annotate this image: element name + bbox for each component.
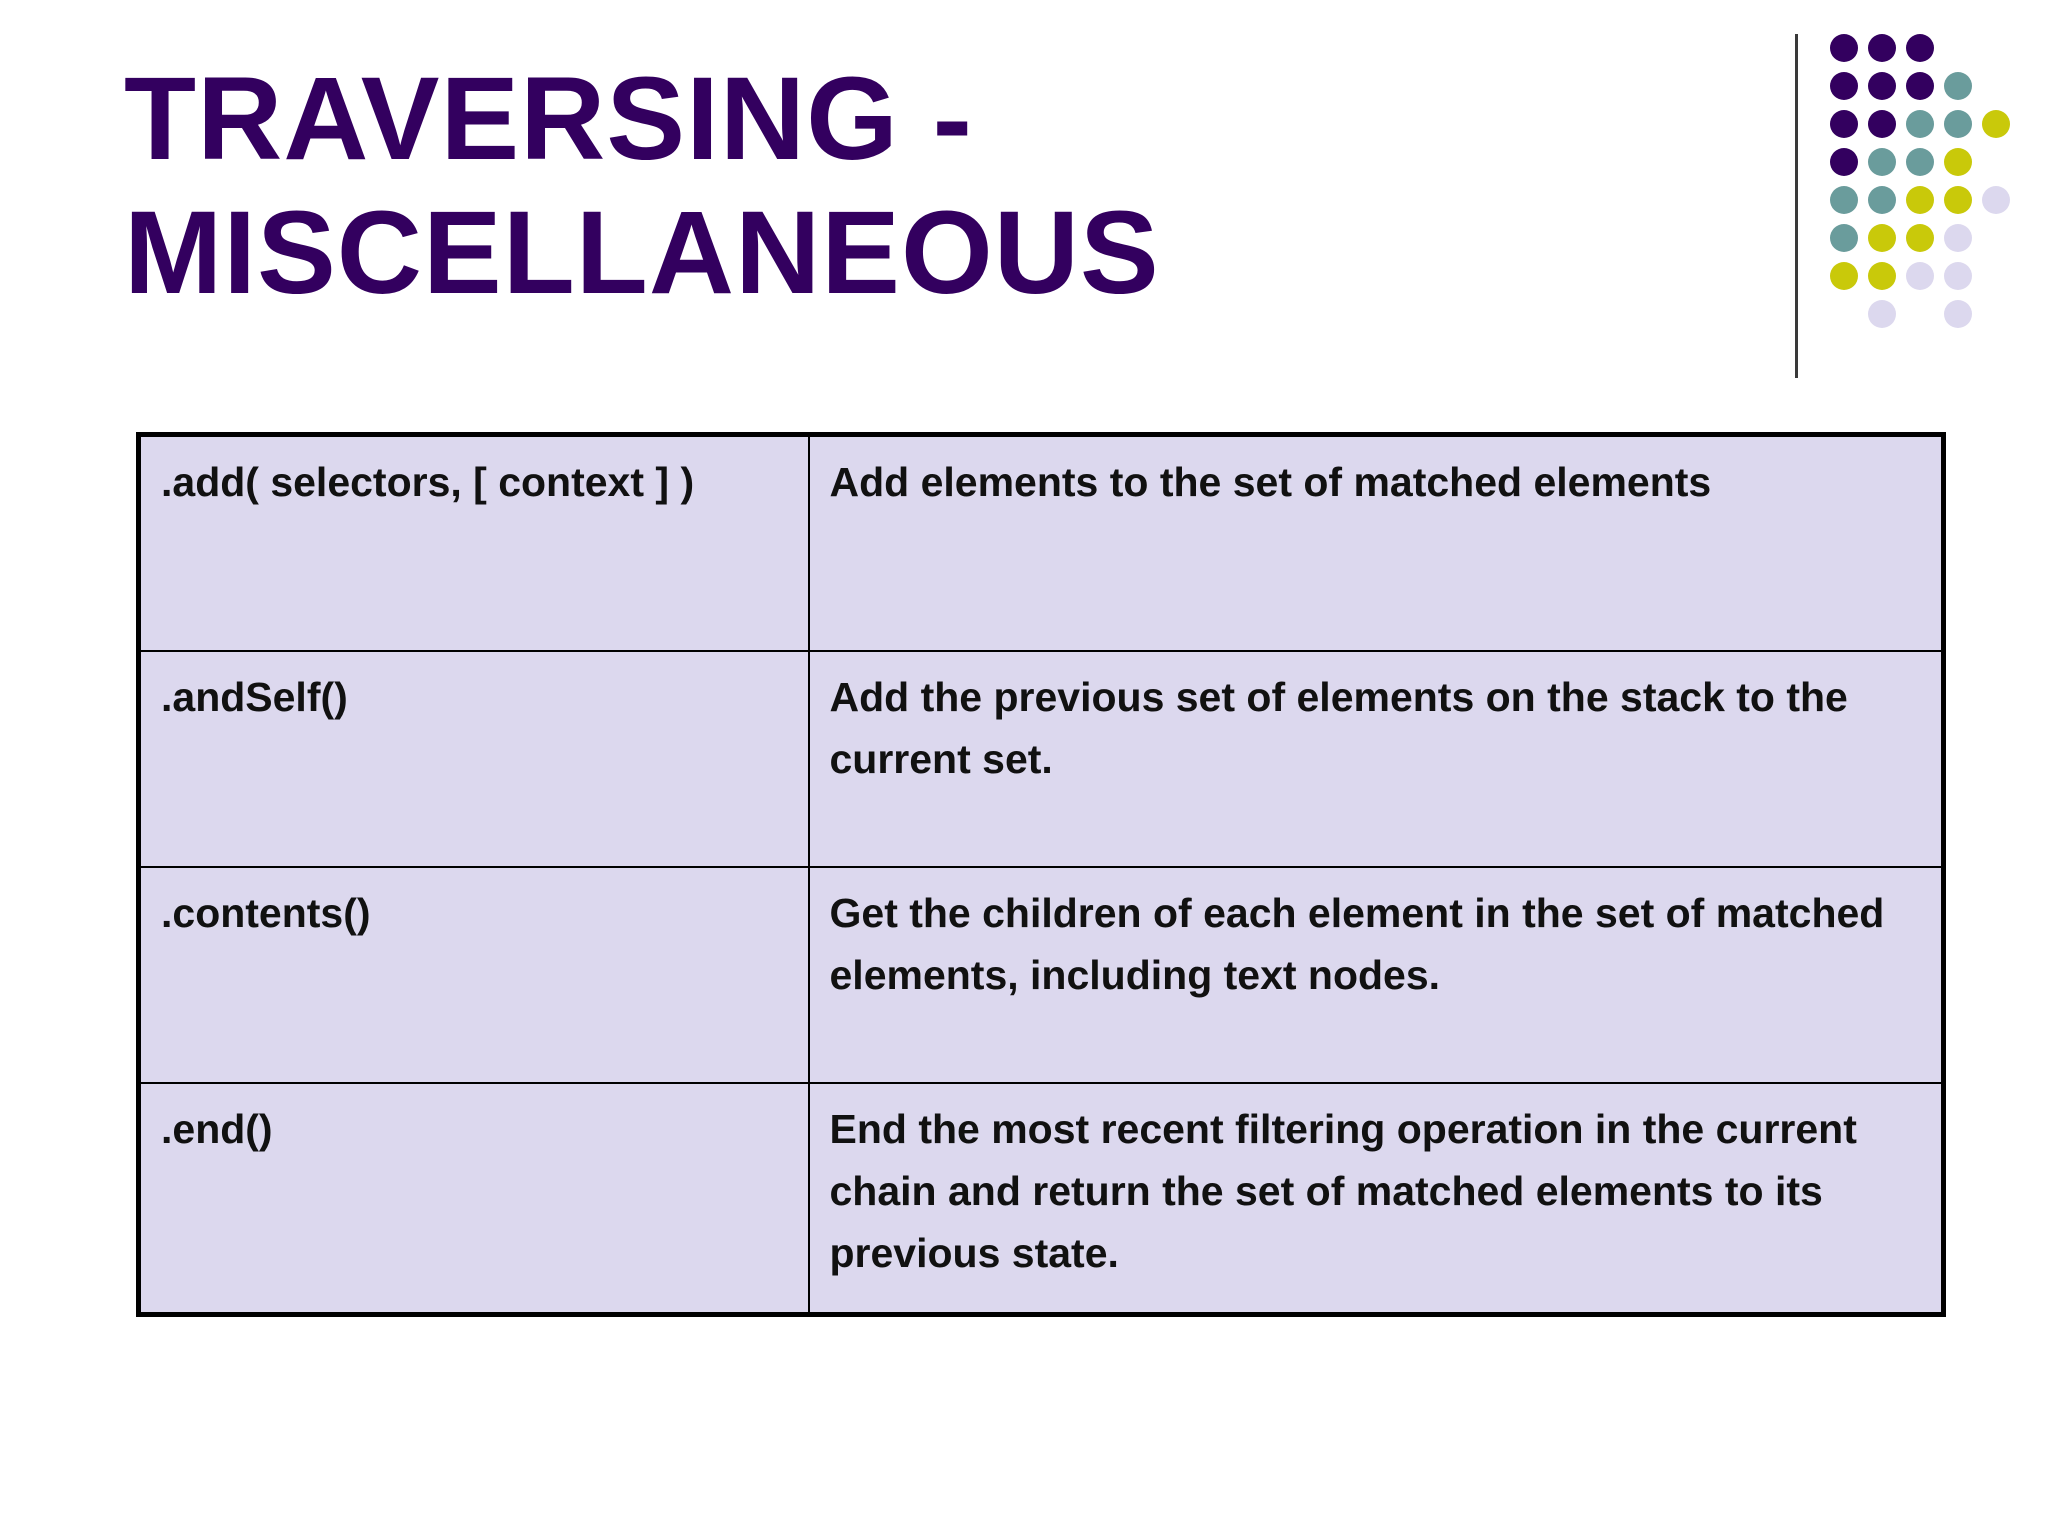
method-cell: .add( selectors, [ context ] ) <box>139 435 809 651</box>
dot-purple <box>1830 148 1858 176</box>
dot-purple <box>1906 72 1934 100</box>
table-row <box>139 1083 1944 1315</box>
dot-lavender <box>1868 300 1896 328</box>
dot-yellow <box>1906 224 1934 252</box>
dot-lavender <box>1944 300 1972 328</box>
description-cell: Add the previous set of elements on the stack to the current set. <box>809 651 1944 867</box>
dot-teal <box>1944 72 1972 100</box>
dot-yellow <box>1906 186 1934 214</box>
method-cell: .end() <box>139 1083 809 1315</box>
dot-teal <box>1830 186 1858 214</box>
slide-title-line-2: MISCELLANEOUS <box>124 187 1160 319</box>
dot-purple <box>1830 72 1858 100</box>
methods-table <box>136 432 1946 1317</box>
dot-teal <box>1868 148 1896 176</box>
dot-purple <box>1830 110 1858 138</box>
dot-yellow <box>1868 224 1896 252</box>
dot-teal <box>1906 110 1934 138</box>
dot-teal <box>1944 110 1972 138</box>
methods-table-container <box>136 432 1946 1317</box>
dot-yellow <box>1868 262 1896 290</box>
header-divider <box>1795 34 1798 378</box>
dot-yellow <box>1944 186 1972 214</box>
table-row <box>139 651 1944 867</box>
dot-lavender <box>1944 224 1972 252</box>
table-row <box>139 867 1944 1083</box>
dot-lavender <box>1906 262 1934 290</box>
dot-purple <box>1868 34 1896 62</box>
slide-title-line-1: TRAVERSING - <box>124 53 973 185</box>
table-row <box>139 435 1944 651</box>
description-cell: Add elements to the set of matched elements <box>809 435 1944 651</box>
method-cell: .contents() <box>139 867 809 1083</box>
description-cell: Get the children of each element in the set of matched elements, including text nodes. <box>809 867 1944 1083</box>
dot-yellow <box>1830 262 1858 290</box>
dot-purple <box>1868 72 1896 100</box>
dot-lavender <box>1944 262 1972 290</box>
dot-yellow <box>1944 148 1972 176</box>
method-cell: .andSelf() <box>139 651 809 867</box>
dot-yellow <box>1982 110 2010 138</box>
dot-purple <box>1868 110 1896 138</box>
dot-purple <box>1906 34 1934 62</box>
dot-purple <box>1830 34 1858 62</box>
dot-teal <box>1868 186 1896 214</box>
description-cell: End the most recent filtering operation in the current chain and return the set of matched elements to its previous state. <box>809 1083 1944 1315</box>
dot-lavender <box>1982 186 2010 214</box>
dot-teal <box>1830 224 1858 252</box>
dot-teal <box>1906 148 1934 176</box>
slide-title <box>124 52 1160 320</box>
